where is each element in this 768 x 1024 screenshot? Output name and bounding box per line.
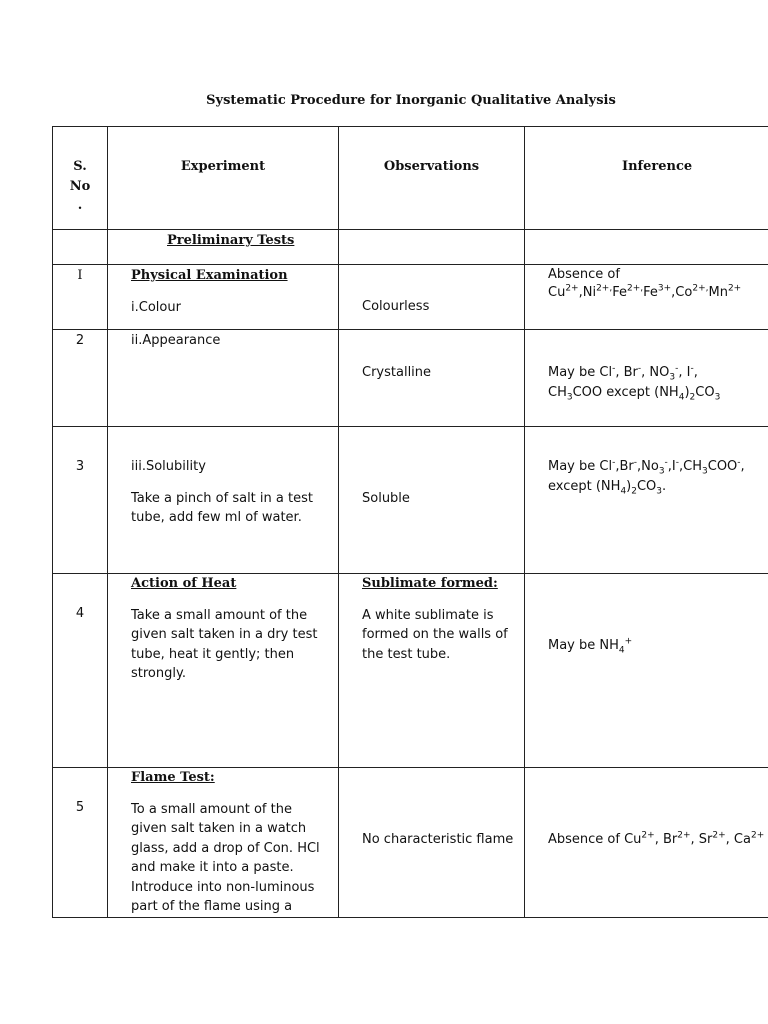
table-row (53, 230, 768, 265)
row-experiment-body: To a small amount of the given salt taken in a watch glass, add a drop of Con. HCl and make it into a paste. Introduce into non-luminous part of the flame using a (131, 801, 320, 914)
experiment-cell (108, 427, 339, 574)
row-observation: No characteristic flame (362, 832, 514, 847)
header-sno-line: . (77, 198, 83, 213)
table-header-row (53, 127, 768, 230)
row-observation: Crystalline (362, 365, 432, 380)
row-heading: Action of Heat (131, 576, 237, 591)
observation-cell (339, 230, 525, 265)
header-observations: Observations (339, 127, 525, 230)
sno-cell (53, 265, 108, 330)
row-observation: Colourless (362, 299, 430, 314)
table-row (53, 265, 768, 330)
sno-cell (53, 574, 108, 768)
page-title: Systematic Procedure for Inorganic Qualitative Analysis (206, 93, 616, 108)
table-row (53, 574, 768, 768)
header-inference: Inference (525, 127, 768, 230)
header-experiment: Experiment (108, 127, 339, 230)
table-row (53, 768, 768, 918)
experiment-cell (108, 574, 339, 768)
row-heading: Physical Examination (131, 268, 288, 283)
observation-cell (339, 768, 525, 918)
sno-cell (53, 768, 108, 918)
row-experiment: i.Colour (131, 299, 181, 315)
experiment-cell (108, 265, 339, 330)
experiment-cell (108, 768, 339, 918)
sno-cell (53, 427, 108, 574)
experiment-cell (108, 330, 339, 427)
row-observation: Soluble (362, 491, 410, 506)
sno-cell (53, 330, 108, 427)
header-sno-line: No (69, 178, 91, 194)
row-inference: May be Cl-, Br-, $NO_3^-$, I-, $CH_3COO$ except $(NH_4)_2CO_3$ (548, 363, 721, 403)
inference-ions: $Cu^{2+},Ni^{2+,}Fe^{2+,}Fe^{3+},Co^{2+,}Mn^{2+}$ (548, 283, 742, 300)
experiment-cell (108, 230, 339, 265)
row-inference: May be $NH_4^+$ (548, 636, 633, 656)
header-sno-line: S. (73, 159, 87, 174)
table-row (53, 330, 768, 427)
inference-cell (525, 768, 768, 918)
inference-cell (525, 230, 768, 265)
observation-cell (339, 427, 525, 574)
row-inference: Absence of (548, 267, 620, 282)
section-preliminary-tests: Preliminary Tests (167, 233, 295, 248)
row-sno: 3 (75, 459, 85, 474)
inference-cell (525, 427, 768, 574)
row-inference: May be $Cl^-,Br^-,No_3^-,I^-,CH_3COO^-$, except $(NH_4)_2CO_3$. (548, 457, 745, 497)
row-inference: Absence of $Cu^{2+}$, $Br^{2+}$, $Sr^{2+}$, $Ca^{2+}$ (548, 830, 765, 847)
row-experiment-body: Take a small amount of the given salt taken in a dry test tube, heat it gently; then strongly. (131, 607, 318, 681)
row-sno: 2 (75, 333, 85, 348)
row-observation-heading: Sublimate formed: (362, 576, 498, 591)
inference-cell (525, 330, 768, 427)
sno-cell (53, 230, 108, 265)
row-observation: A white sublimate is formed on the walls of the test tube. (362, 607, 508, 662)
row-sno: 4 (75, 606, 85, 621)
row-heading: Flame Test: (131, 770, 215, 785)
header-sno (53, 127, 108, 230)
analysis-table (52, 126, 768, 918)
row-sno: I (77, 268, 83, 283)
row-experiment-body: Take a pinch of salt in a test tube, add few ml of water. (131, 490, 313, 525)
observation-cell (339, 330, 525, 427)
row-experiment: iii.Solubility (131, 459, 206, 474)
inference-cell (525, 574, 768, 768)
row-sno: 5 (75, 800, 85, 815)
inference-cell (525, 265, 768, 330)
row-experiment: ii.Appearance (131, 333, 221, 348)
observation-cell (339, 265, 525, 330)
table-row (53, 427, 768, 574)
observation-cell (339, 574, 525, 768)
